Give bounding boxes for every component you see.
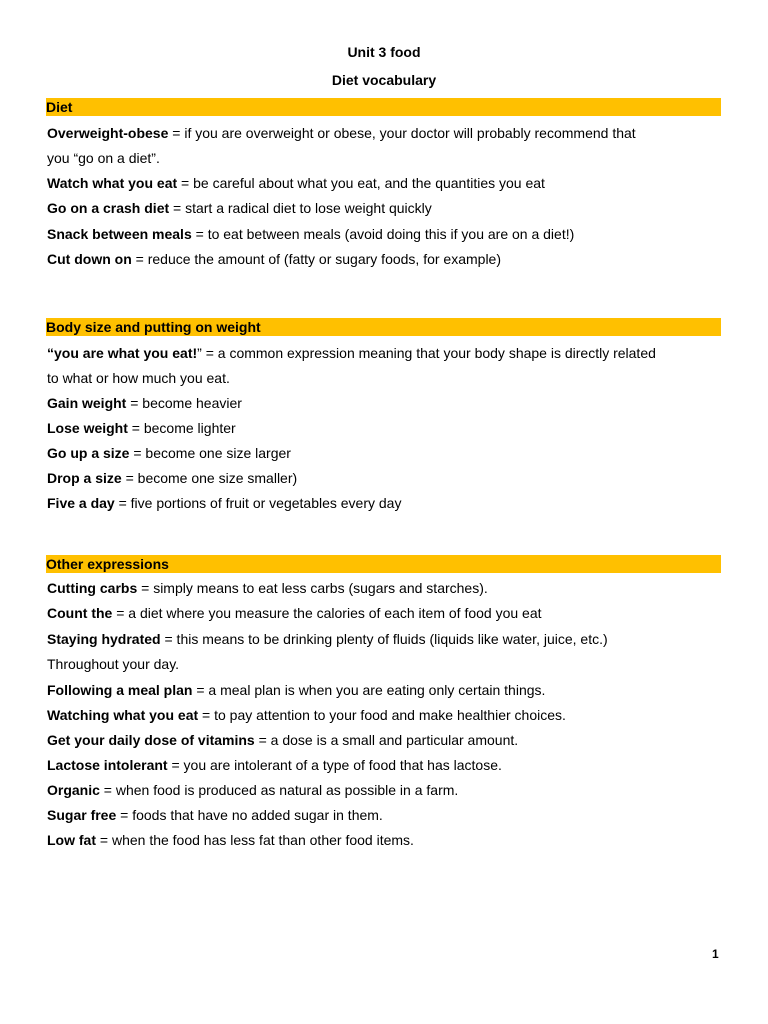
vocab-definition: = you are intolerant of a type of food that has lactose.	[167, 757, 502, 773]
vocab-definition: = if you are overweight or obese, your doctor will probably recommend that	[168, 125, 636, 141]
vocab-term: Low fat	[47, 832, 96, 848]
vocab-term: Sugar free	[47, 807, 117, 823]
vocab-term: Go up a size	[47, 445, 130, 461]
vocab-definition: = start a radical diet to lose weight quickly	[169, 200, 432, 216]
vocab-entry	[47, 250, 737, 268]
vocab-entry	[47, 706, 737, 724]
vocab-definition: = reduce the amount of (fatty or sugary foods, for example)	[131, 251, 502, 267]
vocab-entry	[47, 806, 737, 824]
vocab-definition: = become one size larger	[129, 445, 291, 461]
vocab-entry	[47, 369, 737, 387]
vocab-entry	[47, 579, 737, 597]
vocab-entry	[47, 174, 737, 192]
vocab-definition: = a dose is a small and particular amount.	[254, 732, 519, 748]
vocab-term: Gain weight	[47, 395, 127, 411]
vocab-definition: = become lighter	[127, 420, 236, 436]
vocab-definition: = to pay attention to your food and make healthier choices.	[198, 707, 566, 723]
vocab-definition: = simply means to eat less carbs (sugars and starches).	[137, 580, 488, 596]
vocab-entry	[47, 494, 737, 512]
vocab-entry	[47, 444, 737, 462]
vocab-term: Snack between meals	[47, 226, 192, 242]
vocab-entry	[47, 149, 737, 167]
vocab-entry	[47, 831, 737, 849]
vocab-term: Go on a crash diet	[47, 200, 170, 216]
vocab-definition: = this means to be drinking plenty of fluids (liquids like water, juice, etc.)	[160, 631, 608, 647]
vocab-term: Overweight-obese	[47, 125, 169, 141]
vocab-term: Lactose intolerant	[47, 757, 168, 773]
vocab-entry	[47, 225, 737, 243]
vocab-entry	[47, 124, 737, 142]
vocab-entry	[47, 469, 737, 487]
section-heading-other-expressions: Other expressions	[46, 555, 721, 573]
vocab-definition: to what or how much you eat.	[47, 370, 230, 386]
vocab-term: “you are what you eat!	[47, 345, 198, 361]
vocab-definition: = when the food has less fat than other food items.	[96, 832, 414, 848]
vocab-entry	[47, 199, 737, 217]
vocab-definition: = a meal plan is when you are eating only certain things.	[192, 682, 546, 698]
vocab-definition: = to eat between meals (avoid doing this if you are on a diet!)	[191, 226, 575, 242]
vocab-entry	[47, 681, 737, 699]
vocab-definition: = be careful about what you eat, and the quantities you eat	[177, 175, 545, 191]
vocab-term: Drop a size	[47, 470, 122, 486]
document-title: Unit 3 food	[347, 44, 421, 60]
vocab-entry	[47, 344, 737, 362]
section-heading-body-size: Body size and putting on weight	[46, 318, 721, 336]
vocab-definition: = foods that have no added sugar in them.	[116, 807, 383, 823]
vocab-term: Cut down on	[47, 251, 132, 267]
vocab-definition: = five portions of fruit or vegetables every day	[114, 495, 402, 511]
vocab-term: Following a meal plan	[47, 682, 193, 698]
vocab-term: Staying hydrated	[47, 631, 161, 647]
vocab-definition: you “go on a diet”.	[47, 150, 160, 166]
vocab-entry	[47, 756, 737, 774]
vocab-entry	[47, 394, 737, 412]
vocab-entry	[47, 604, 737, 622]
section-heading-diet: Diet	[46, 98, 721, 116]
vocab-term: Cutting carbs	[47, 580, 138, 596]
vocab-definition: = a diet where you measure the calories of each item of food you eat	[112, 605, 542, 621]
vocab-definition: ” = a common expression meaning that your body shape is directly related	[197, 345, 656, 361]
vocab-term: Get your daily dose of vitamins	[47, 732, 255, 748]
vocab-entry	[47, 630, 737, 648]
vocab-term: Lose weight	[47, 420, 128, 436]
vocab-definition: = become heavier	[126, 395, 242, 411]
vocab-definition: = become one size smaller)	[121, 470, 298, 486]
vocab-term: Organic	[47, 782, 100, 798]
page-number: 1	[712, 947, 719, 961]
document-subtitle: Diet vocabulary	[331, 72, 437, 88]
vocab-entry	[47, 781, 737, 799]
vocab-definition: = when food is produced as natural as possible in a farm.	[99, 782, 459, 798]
vocab-entry	[47, 655, 737, 673]
vocab-term: Five a day	[47, 495, 115, 511]
vocab-definition: Throughout your day.	[47, 656, 180, 672]
vocab-term: Count the	[47, 605, 113, 621]
vocab-term: Watching what you eat	[47, 707, 199, 723]
vocab-entry	[47, 731, 737, 749]
vocab-term: Watch what you eat	[47, 175, 178, 191]
vocab-entry	[47, 419, 737, 437]
